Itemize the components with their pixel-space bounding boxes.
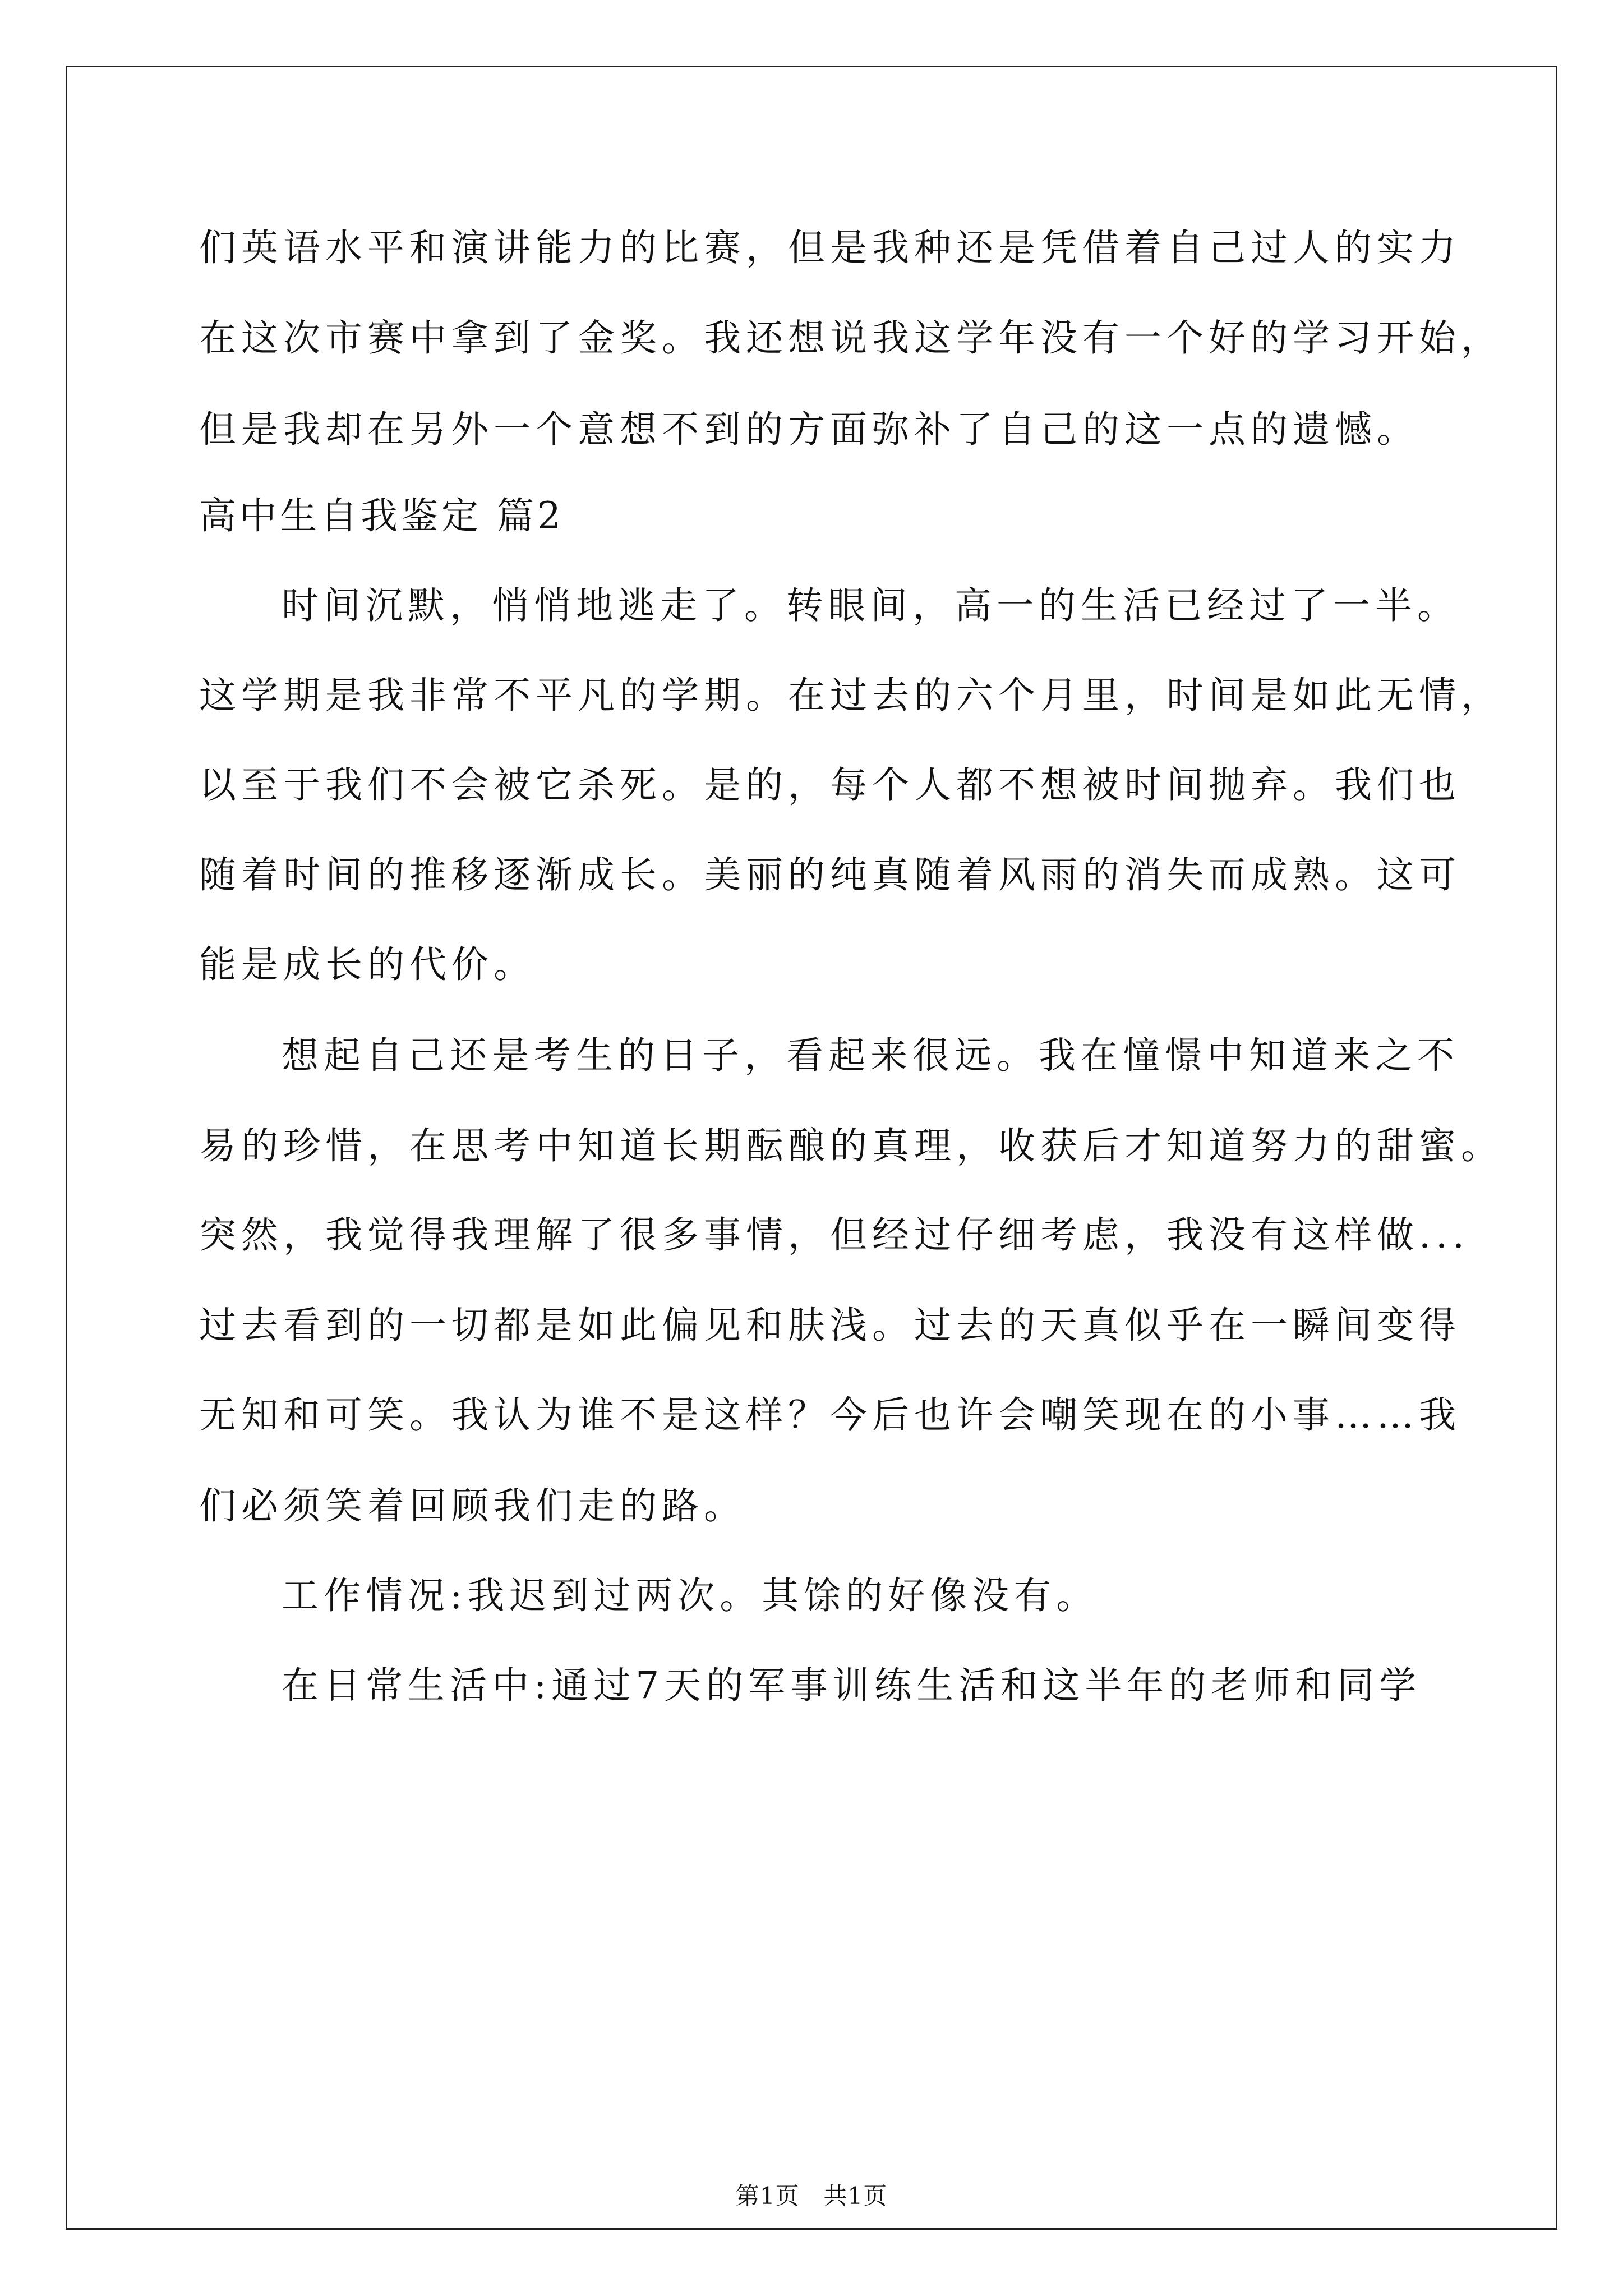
page-footer: 第1页 共1页 — [735, 2182, 888, 2210]
text-line: 工作情况:我迟到过两次。其馀的好像没有。 — [282, 1574, 1099, 1617]
text-line: 易的珍惜，在思考中知道长期酝酿的真理，收获后才知道努力的甜蜜。 — [199, 1124, 1503, 1167]
text-line: 这学期是我非常不平凡的学期。在过去的六个月里，时间是如此无情， — [199, 674, 1503, 717]
text-line: 时间沉默，悄悄地逃走了。转眼间，高一的生活已经过了一半。 — [282, 584, 1459, 627]
section-heading: 高中生自我鉴定 篇2 — [199, 494, 564, 537]
text-line: 突然，我觉得我理解了很多事情，但经过仔细考虑，我没有这样做... — [199, 1213, 1469, 1257]
text-line: 无知和可笑。我认为谁不是这样？今后也许会嘲笑现在的小事……我 — [199, 1393, 1461, 1437]
text-line: 过去看到的一切都是如此偏见和肤浅。过去的天真似乎在一瞬间变得 — [199, 1304, 1461, 1347]
text-line: 们英语水平和演讲能力的比赛，但是我种还是凭借着自己过人的实力 — [199, 226, 1461, 269]
text-line: 想起自己还是考生的日子，看起来很远。我在憧憬中知道来之不 — [282, 1034, 1459, 1077]
text-line: 在这次市赛中拿到了金奖。我还想说我这学年没有一个好的学习开始， — [199, 316, 1503, 360]
text-line: 以至于我们不会被它杀死。是的，每个人都不想被时间抛弃。我们也 — [199, 763, 1461, 807]
text-line: 在日常生活中:通过7天的军事训练生活和这半年的老师和同学 — [282, 1664, 1422, 1707]
text-line: 能是成长的代价。 — [199, 943, 536, 986]
text-line: 随着时间的推移逐渐成长。美丽的纯真随着风雨的消失而成熟。这可 — [199, 853, 1461, 896]
text-line: 们必须笑着回顾我们走的路。 — [199, 1484, 746, 1527]
text-line: 但是我却在另外一个意想不到的方面弥补了自己的这一点的遗憾。 — [199, 408, 1419, 451]
